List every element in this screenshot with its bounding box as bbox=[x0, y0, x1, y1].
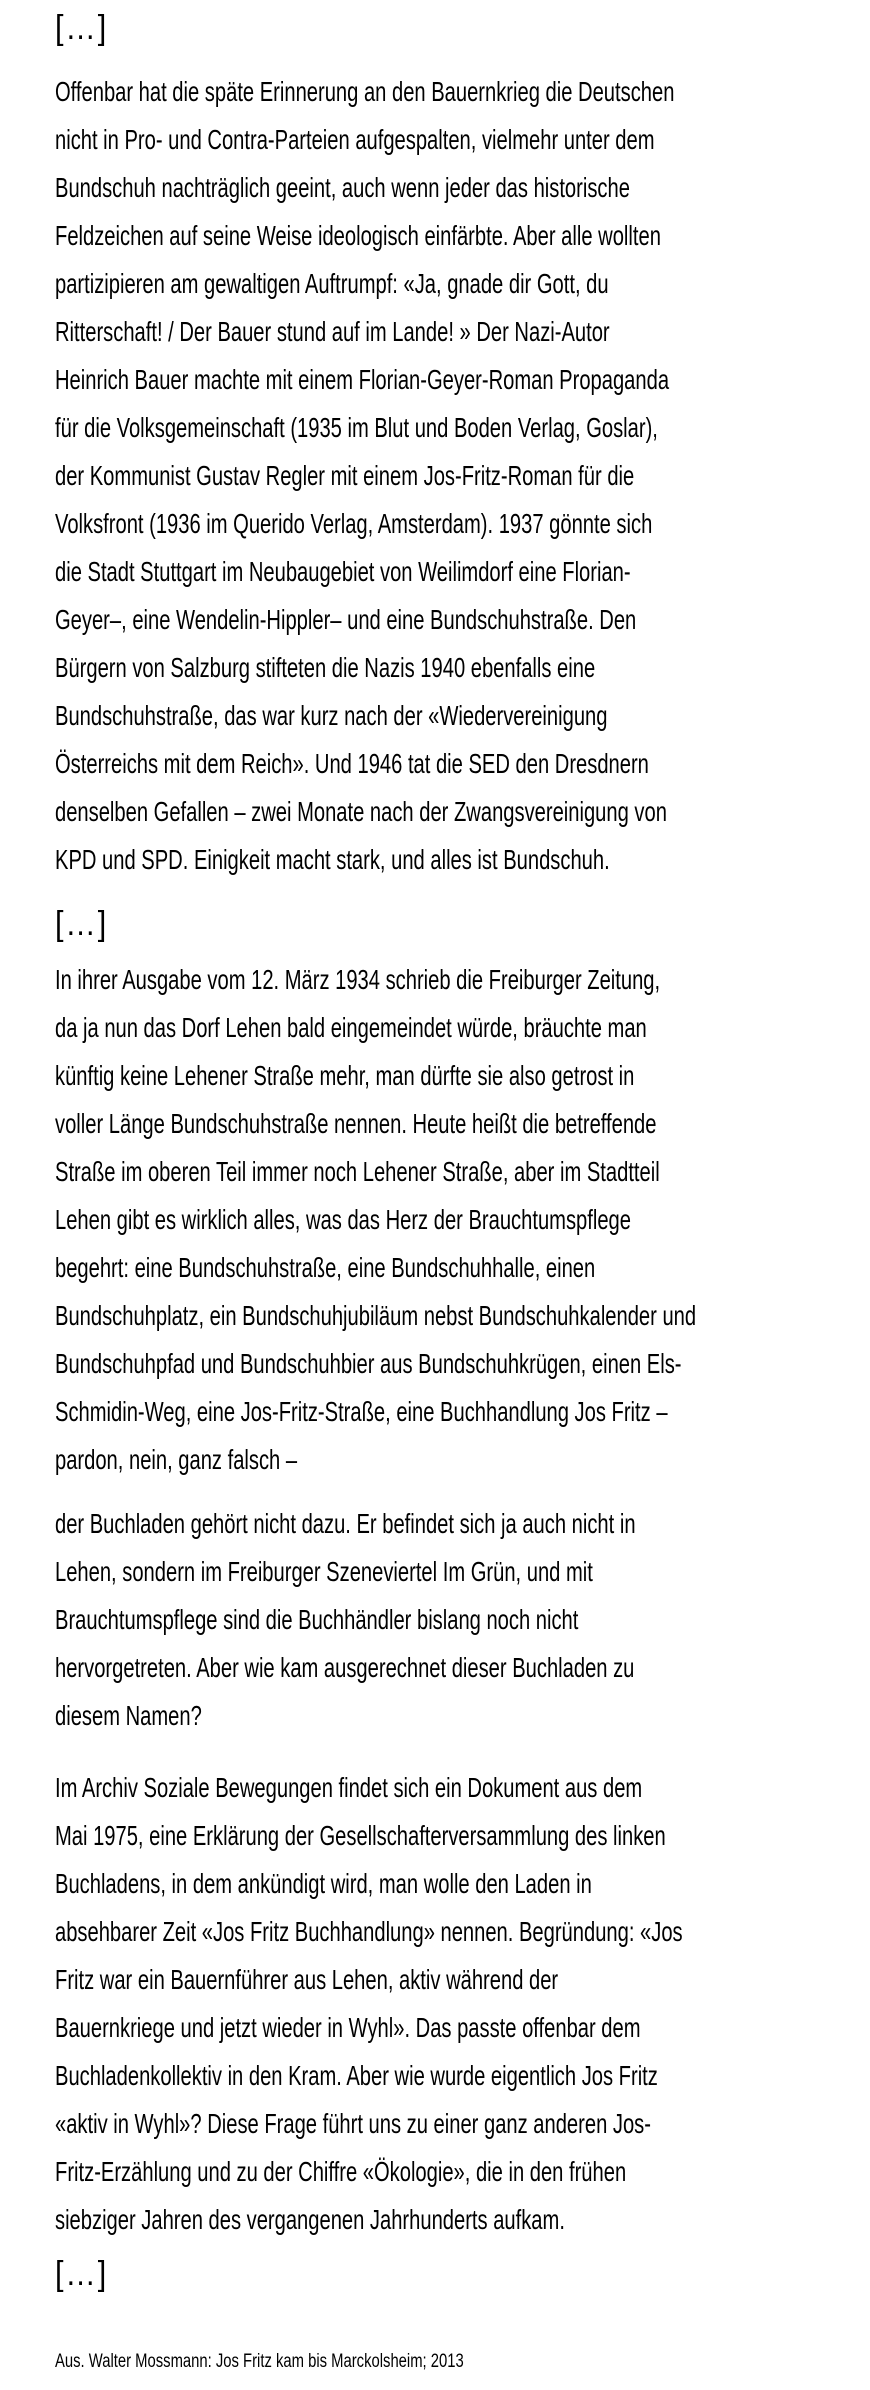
text-line: nicht in Pro- und Contra-Parteien aufgespalten, vielmehr unter dem bbox=[55, 124, 655, 155]
text-line: Fritz war ein Bauernführer aus Lehen, aktiv während der bbox=[55, 1964, 559, 1995]
omission-mark: […] bbox=[55, 9, 109, 47]
text-line: Bundschuhstraße, das war kurz nach der «Wiedervereinigung bbox=[55, 700, 608, 731]
text-line: Offenbar hat die späte Erinnerung an den Bauernkrieg die Deutschen bbox=[55, 76, 675, 107]
text-line: denselben Gefallen – zwei Monate nach der Zwangsvereinigung von bbox=[55, 796, 667, 827]
text-line: Lehen, sondern im Freiburger Szeneviertel Im Grün, und mit bbox=[55, 1556, 593, 1587]
text-line: künftig keine Lehener Straße mehr, man dürfte sie also getrost in bbox=[55, 1060, 635, 1091]
source-citation: Aus. Walter Mossmann: Jos Fritz kam bis Marckolsheim; 2013 bbox=[55, 2351, 464, 2372]
text-line: diesem Namen? bbox=[55, 1700, 202, 1731]
text-line: Feldzeichen auf seine Weise ideologisch einfärbte. Aber alle wollten bbox=[55, 220, 661, 251]
text-line: Heinrich Bauer machte mit einem Florian-Geyer-Roman Propaganda bbox=[55, 364, 670, 395]
text-line: «aktiv in Wyhl»? Diese Frage führt uns zu einer ganz anderen Jos- bbox=[55, 2108, 651, 2139]
text-line: Geyer–, eine Wendelin-Hippler– und eine Bundschuhstraße. Den bbox=[55, 604, 637, 635]
paragraph-bundschuh-memory bbox=[55, 68, 845, 884]
text-line: Volksfront (1936 im Querido Verlag, Amsterdam). 1937 gönnte sich bbox=[55, 508, 653, 539]
text-line: Buchladens, in dem ankündigt wird, man wolle den Laden in bbox=[55, 1868, 592, 1899]
text-line: siebziger Jahren des vergangenen Jahrhunderts aufkam. bbox=[55, 2204, 565, 2235]
text-line: die Stadt Stuttgart im Neubaugebiet von Weilimdorf eine Florian- bbox=[55, 556, 631, 587]
text-line: da ja nun das Dorf Lehen bald eingemeindet würde, bräuchte man bbox=[55, 1012, 647, 1043]
text-line: Österreichs mit dem Reich». Und 1946 tat die SED den Dresdnern bbox=[55, 748, 649, 779]
text-line: In ihrer Ausgabe vom 12. März 1934 schrieb die Freiburger Zeitung, bbox=[55, 964, 661, 995]
text-line: Ritterschaft! / Der Bauer stund auf im Lande! » Der Nazi-Autor bbox=[55, 316, 610, 347]
text-line: Bundschuh nachträglich geeint, auch wenn jeder das historische bbox=[55, 172, 630, 203]
omission-mark: […] bbox=[55, 905, 109, 943]
omission-mark: […] bbox=[55, 2255, 109, 2293]
text-line: Mai 1975, eine Erklärung der Gesellschafterversammlung des linken bbox=[55, 1820, 666, 1851]
text-line: voller Länge Bundschuhstraße nennen. Heute heißt die betreffende bbox=[55, 1108, 657, 1139]
text-line: pardon, nein, ganz falsch – bbox=[55, 1444, 298, 1475]
text-line: der Kommunist Gustav Regler mit einem Jos-Fritz-Roman für die bbox=[55, 460, 635, 491]
text-line: Bürgern von Salzburg stifteten die Nazis 1940 ebenfalls eine bbox=[55, 652, 596, 683]
paragraph-buchladen bbox=[55, 1500, 845, 1740]
text-line: KPD und SPD. Einigkeit macht stark, und alles ist Bundschuh. bbox=[55, 844, 610, 875]
paragraph-freiburger-zeitung bbox=[55, 956, 845, 1484]
text-line: Buchladenkollektiv in den Kram. Aber wie wurde eigentlich Jos Fritz bbox=[55, 2060, 658, 2091]
text-line: begehrt: eine Bundschuhstraße, eine Bundschuhhalle, einen bbox=[55, 1252, 596, 1283]
text-line: partizipieren am gewaltigen Auftrumpf: «Ja, gnade dir Gott, du bbox=[55, 268, 609, 299]
text-line: Bundschuhplatz, ein Bundschuhjubiläum nebst Bundschuhkalender und bbox=[55, 1300, 697, 1331]
text-line: Fritz-Erzählung und zu der Chiffre «Ökologie», die in den frühen bbox=[55, 2156, 627, 2187]
text-line: Schmidin-Weg, eine Jos-Fritz-Straße, eine Buchhandlung Jos Fritz – bbox=[55, 1396, 668, 1427]
text-line: absehbarer Zeit «Jos Fritz Buchhandlung» nennen. Begründung: «Jos bbox=[55, 1916, 683, 1947]
text-line: Im Archiv Soziale Bewegungen findet sich ein Dokument aus dem bbox=[55, 1772, 643, 1803]
text-line: Bauernkriege und jetzt wieder in Wyhl». Das passte offenbar dem bbox=[55, 2012, 641, 2043]
text-line: Bundschuhpfad und Bundschuhbier aus Bundschuhkrügen, einen Els- bbox=[55, 1348, 682, 1379]
text-line: Straße im oberen Teil immer noch Lehener Straße, aber im Stadtteil bbox=[55, 1156, 660, 1187]
text-line: Lehen gibt es wirklich alles, was das Herz der Brauchtumspflege bbox=[55, 1204, 631, 1235]
text-line: der Buchladen gehört nicht dazu. Er befindet sich ja auch nicht in bbox=[55, 1508, 636, 1539]
text-line: hervorgetreten. Aber wie kam ausgerechnet dieser Buchladen zu bbox=[55, 1652, 635, 1683]
text-line: Brauchtumspflege sind die Buchhändler bislang noch nicht bbox=[55, 1604, 579, 1635]
paragraph-archiv bbox=[55, 1764, 845, 2244]
text-line: für die Volksgemeinschaft (1935 im Blut und Boden Verlag, Goslar), bbox=[55, 412, 658, 443]
